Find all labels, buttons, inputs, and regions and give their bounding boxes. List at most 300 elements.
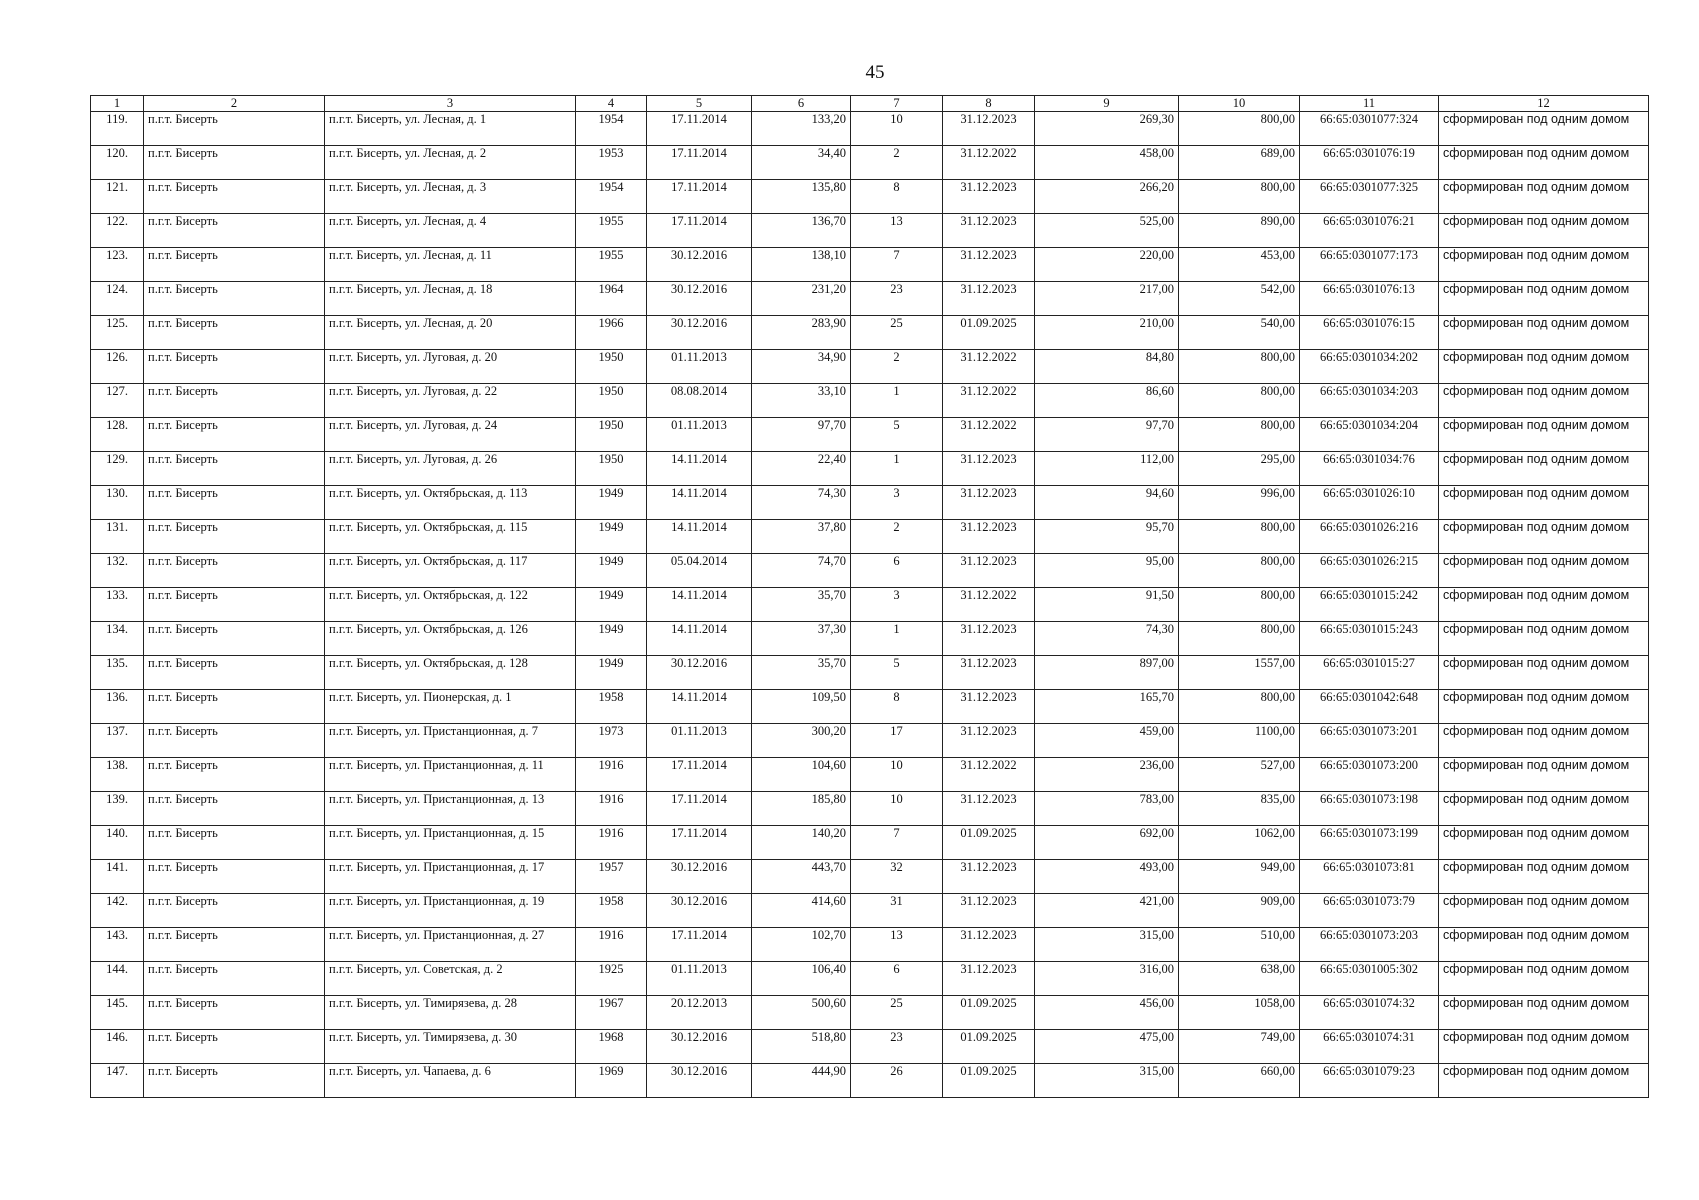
date-cell: 30.12.2016: [647, 656, 752, 690]
date-cell: 01.11.2013: [647, 724, 752, 758]
residents-cell: 8: [851, 690, 943, 724]
note-cell: сформирован под одним домом: [1439, 1064, 1649, 1098]
date-cell: 30.12.2016: [647, 248, 752, 282]
column-header: 4: [576, 96, 647, 112]
date-cell: 30.12.2016: [647, 1064, 752, 1098]
address-cell: п.г.т. Бисерть, ул. Октябрьская, д. 117: [325, 554, 576, 588]
row-number-cell: 123.: [91, 248, 144, 282]
row-number-cell: 136.: [91, 690, 144, 724]
deadline-cell: 31.12.2022: [943, 758, 1035, 792]
cost-a-cell: 236,00: [1035, 758, 1179, 792]
cadastral-number-cell: 66:65:0301073:81: [1300, 860, 1439, 894]
table-row: [91, 792, 1649, 826]
year-built-cell: 1949: [576, 656, 647, 690]
deadline-cell: 01.09.2025: [943, 826, 1035, 860]
area-cell: 138,10: [752, 248, 851, 282]
row-number-cell: 146.: [91, 1030, 144, 1064]
date-cell: 01.11.2013: [647, 418, 752, 452]
row-number-cell: 124.: [91, 282, 144, 316]
date-cell: 30.12.2016: [647, 1030, 752, 1064]
cost-b-cell: 542,00: [1179, 282, 1300, 316]
column-header: 8: [943, 96, 1035, 112]
cost-a-cell: 84,80: [1035, 350, 1179, 384]
cost-a-cell: 897,00: [1035, 656, 1179, 690]
residents-cell: 10: [851, 112, 943, 146]
residents-cell: 7: [851, 248, 943, 282]
cost-b-cell: 800,00: [1179, 690, 1300, 724]
note-cell: сформирован под одним домом: [1439, 214, 1649, 248]
row-number-cell: 139.: [91, 792, 144, 826]
address-cell: п.г.т. Бисерть, ул. Луговая, д. 20: [325, 350, 576, 384]
cost-a-cell: 421,00: [1035, 894, 1179, 928]
address-cell: п.г.т. Бисерть, ул. Тимирязева, д. 30: [325, 1030, 576, 1064]
deadline-cell: 31.12.2023: [943, 724, 1035, 758]
note-cell: сформирован под одним домом: [1439, 622, 1649, 656]
cadastral-number-cell: 66:65:0301015:243: [1300, 622, 1439, 656]
settlement-cell: п.г.т. Бисерть: [144, 588, 325, 622]
cost-b-cell: 800,00: [1179, 384, 1300, 418]
settlement-cell: п.г.т. Бисерть: [144, 860, 325, 894]
cost-b-cell: 800,00: [1179, 418, 1300, 452]
column-header: 5: [647, 96, 752, 112]
row-number-cell: 144.: [91, 962, 144, 996]
year-built-cell: 1966: [576, 316, 647, 350]
cadastral-number-cell: 66:65:0301026:10: [1300, 486, 1439, 520]
note-cell: сформирован под одним домом: [1439, 418, 1649, 452]
area-cell: 33,10: [752, 384, 851, 418]
year-built-cell: 1916: [576, 826, 647, 860]
settlement-cell: п.г.т. Бисерть: [144, 248, 325, 282]
row-number-cell: 135.: [91, 656, 144, 690]
table-row: [91, 656, 1649, 690]
year-built-cell: 1968: [576, 1030, 647, 1064]
table-row: [91, 758, 1649, 792]
cost-a-cell: 210,00: [1035, 316, 1179, 350]
residents-cell: 26: [851, 1064, 943, 1098]
note-cell: сформирован под одним домом: [1439, 928, 1649, 962]
cadastral-number-cell: 66:65:0301026:215: [1300, 554, 1439, 588]
year-built-cell: 1950: [576, 418, 647, 452]
column-header: 11: [1300, 96, 1439, 112]
cadastral-number-cell: 66:65:0301073:79: [1300, 894, 1439, 928]
date-cell: 14.11.2014: [647, 622, 752, 656]
note-cell: сформирован под одним домом: [1439, 554, 1649, 588]
deadline-cell: 31.12.2023: [943, 486, 1035, 520]
row-number-cell: 127.: [91, 384, 144, 418]
settlement-cell: п.г.т. Бисерть: [144, 486, 325, 520]
deadline-cell: 31.12.2023: [943, 282, 1035, 316]
address-cell: п.г.т. Бисерть, ул. Лесная, д. 1: [325, 112, 576, 146]
row-number-cell: 145.: [91, 996, 144, 1030]
settlement-cell: п.г.т. Бисерть: [144, 350, 325, 384]
settlement-cell: п.г.т. Бисерть: [144, 418, 325, 452]
settlement-cell: п.г.т. Бисерть: [144, 146, 325, 180]
settlement-cell: п.г.т. Бисерть: [144, 520, 325, 554]
note-cell: сформирован под одним домом: [1439, 146, 1649, 180]
date-cell: 01.11.2013: [647, 350, 752, 384]
table-row: [91, 928, 1649, 962]
row-number-cell: 133.: [91, 588, 144, 622]
year-built-cell: 1950: [576, 350, 647, 384]
settlement-cell: п.г.т. Бисерть: [144, 724, 325, 758]
cost-a-cell: 493,00: [1035, 860, 1179, 894]
cost-a-cell: 95,00: [1035, 554, 1179, 588]
cost-a-cell: 525,00: [1035, 214, 1179, 248]
address-cell: п.г.т. Бисерть, ул. Лесная, д. 2: [325, 146, 576, 180]
note-cell: сформирован под одним домом: [1439, 486, 1649, 520]
year-built-cell: 1949: [576, 554, 647, 588]
note-cell: сформирован под одним домом: [1439, 1030, 1649, 1064]
address-cell: п.г.т. Бисерть, ул. Пристанционная, д. 11: [325, 758, 576, 792]
column-header: 6: [752, 96, 851, 112]
area-cell: 35,70: [752, 588, 851, 622]
cost-a-cell: 97,70: [1035, 418, 1179, 452]
year-built-cell: 1950: [576, 384, 647, 418]
year-built-cell: 1969: [576, 1064, 647, 1098]
settlement-cell: п.г.т. Бисерть: [144, 792, 325, 826]
residents-cell: 3: [851, 588, 943, 622]
address-cell: п.г.т. Бисерть, ул. Октябрьская, д. 115: [325, 520, 576, 554]
area-cell: 102,70: [752, 928, 851, 962]
area-cell: 34,40: [752, 146, 851, 180]
table-row: [91, 962, 1649, 996]
cost-a-cell: 91,50: [1035, 588, 1179, 622]
cadastral-number-cell: 66:65:0301076:19: [1300, 146, 1439, 180]
table-body: [91, 112, 1649, 1098]
cost-b-cell: 660,00: [1179, 1064, 1300, 1098]
date-cell: 30.12.2016: [647, 282, 752, 316]
table-row: [91, 248, 1649, 282]
settlement-cell: п.г.т. Бисерть: [144, 928, 325, 962]
row-number-cell: 143.: [91, 928, 144, 962]
year-built-cell: 1958: [576, 894, 647, 928]
residents-cell: 23: [851, 1030, 943, 1064]
area-cell: 106,40: [752, 962, 851, 996]
area-cell: 136,70: [752, 214, 851, 248]
cost-a-cell: 220,00: [1035, 248, 1179, 282]
housing-registry-table: [90, 95, 1649, 1098]
residents-cell: 2: [851, 350, 943, 384]
note-cell: сформирован под одним домом: [1439, 656, 1649, 690]
cost-a-cell: 266,20: [1035, 180, 1179, 214]
cost-b-cell: 749,00: [1179, 1030, 1300, 1064]
settlement-cell: п.г.т. Бисерть: [144, 112, 325, 146]
table-row: [91, 282, 1649, 316]
cost-b-cell: 800,00: [1179, 622, 1300, 656]
residents-cell: 17: [851, 724, 943, 758]
cadastral-number-cell: 66:65:0301077:325: [1300, 180, 1439, 214]
row-number-cell: 128.: [91, 418, 144, 452]
area-cell: 500,60: [752, 996, 851, 1030]
cost-a-cell: 74,30: [1035, 622, 1179, 656]
page-number: 45: [865, 62, 885, 83]
table-row: [91, 180, 1649, 214]
residents-cell: 1: [851, 384, 943, 418]
deadline-cell: 31.12.2022: [943, 418, 1035, 452]
note-cell: сформирован под одним домом: [1439, 690, 1649, 724]
cost-b-cell: 1557,00: [1179, 656, 1300, 690]
area-cell: 133,20: [752, 112, 851, 146]
cost-a-cell: 316,00: [1035, 962, 1179, 996]
cost-b-cell: 638,00: [1179, 962, 1300, 996]
cost-a-cell: 269,30: [1035, 112, 1179, 146]
area-cell: 185,80: [752, 792, 851, 826]
address-cell: п.г.т. Бисерть, ул. Лесная, д. 18: [325, 282, 576, 316]
year-built-cell: 1916: [576, 928, 647, 962]
cadastral-number-cell: 66:65:0301074:32: [1300, 996, 1439, 1030]
row-number-cell: 138.: [91, 758, 144, 792]
residents-cell: 1: [851, 622, 943, 656]
cost-b-cell: 890,00: [1179, 214, 1300, 248]
table-row: [91, 554, 1649, 588]
cadastral-number-cell: 66:65:0301073:199: [1300, 826, 1439, 860]
table-row: [91, 622, 1649, 656]
deadline-cell: 01.09.2025: [943, 996, 1035, 1030]
cadastral-number-cell: 66:65:0301073:200: [1300, 758, 1439, 792]
cost-a-cell: 315,00: [1035, 928, 1179, 962]
deadline-cell: 31.12.2023: [943, 452, 1035, 486]
row-number-cell: 129.: [91, 452, 144, 486]
residents-cell: 13: [851, 928, 943, 962]
row-number-cell: 121.: [91, 180, 144, 214]
table-row: [91, 724, 1649, 758]
address-cell: п.г.т. Бисерть, ул. Пионерская, д. 1: [325, 690, 576, 724]
deadline-cell: 31.12.2023: [943, 520, 1035, 554]
area-cell: 109,50: [752, 690, 851, 724]
address-cell: п.г.т. Бисерть, ул. Пристанционная, д. 7: [325, 724, 576, 758]
address-cell: п.г.т. Бисерть, ул. Пристанционная, д. 19: [325, 894, 576, 928]
column-header: 2: [144, 96, 325, 112]
settlement-cell: п.г.т. Бисерть: [144, 554, 325, 588]
settlement-cell: п.г.т. Бисерть: [144, 1030, 325, 1064]
cost-a-cell: 94,60: [1035, 486, 1179, 520]
cost-b-cell: 1062,00: [1179, 826, 1300, 860]
table-row: [91, 214, 1649, 248]
area-cell: 37,30: [752, 622, 851, 656]
cadastral-number-cell: 66:65:0301034:202: [1300, 350, 1439, 384]
cost-b-cell: 800,00: [1179, 180, 1300, 214]
row-number-cell: 141.: [91, 860, 144, 894]
deadline-cell: 31.12.2023: [943, 792, 1035, 826]
settlement-cell: п.г.т. Бисерть: [144, 656, 325, 690]
address-cell: п.г.т. Бисерть, ул. Пристанционная, д. 13: [325, 792, 576, 826]
residents-cell: 3: [851, 486, 943, 520]
row-number-cell: 142.: [91, 894, 144, 928]
area-cell: 74,30: [752, 486, 851, 520]
note-cell: сформирован под одним домом: [1439, 826, 1649, 860]
deadline-cell: 31.12.2023: [943, 248, 1035, 282]
row-number-cell: 125.: [91, 316, 144, 350]
note-cell: сформирован под одним домом: [1439, 962, 1649, 996]
note-cell: сформирован под одним домом: [1439, 724, 1649, 758]
table-row: [91, 452, 1649, 486]
residents-cell: 6: [851, 962, 943, 996]
address-cell: п.г.т. Бисерть, ул. Лесная, д. 3: [325, 180, 576, 214]
year-built-cell: 1950: [576, 452, 647, 486]
row-number-cell: 147.: [91, 1064, 144, 1098]
year-built-cell: 1953: [576, 146, 647, 180]
deadline-cell: 31.12.2023: [943, 894, 1035, 928]
cadastral-number-cell: 66:65:0301026:216: [1300, 520, 1439, 554]
settlement-cell: п.г.т. Бисерть: [144, 690, 325, 724]
deadline-cell: 31.12.2023: [943, 690, 1035, 724]
address-cell: п.г.т. Бисерть, ул. Пристанционная, д. 17: [325, 860, 576, 894]
cost-a-cell: 112,00: [1035, 452, 1179, 486]
year-built-cell: 1949: [576, 520, 647, 554]
address-cell: п.г.т. Бисерть, ул. Пристанционная, д. 27: [325, 928, 576, 962]
year-built-cell: 1957: [576, 860, 647, 894]
date-cell: 14.11.2014: [647, 452, 752, 486]
cadastral-number-cell: 66:65:0301076:15: [1300, 316, 1439, 350]
row-number-cell: 137.: [91, 724, 144, 758]
cost-a-cell: 783,00: [1035, 792, 1179, 826]
cost-b-cell: 453,00: [1179, 248, 1300, 282]
date-cell: 05.04.2014: [647, 554, 752, 588]
area-cell: 74,70: [752, 554, 851, 588]
residents-cell: 5: [851, 656, 943, 690]
date-cell: 01.11.2013: [647, 962, 752, 996]
cost-b-cell: 800,00: [1179, 520, 1300, 554]
date-cell: 17.11.2014: [647, 214, 752, 248]
table-row: [91, 996, 1649, 1030]
cost-a-cell: 459,00: [1035, 724, 1179, 758]
residents-cell: 7: [851, 826, 943, 860]
area-cell: 231,20: [752, 282, 851, 316]
residents-cell: 23: [851, 282, 943, 316]
date-cell: 14.11.2014: [647, 486, 752, 520]
deadline-cell: 31.12.2023: [943, 180, 1035, 214]
settlement-cell: п.г.т. Бисерть: [144, 316, 325, 350]
table-row: [91, 418, 1649, 452]
note-cell: сформирован под одним домом: [1439, 792, 1649, 826]
date-cell: 30.12.2016: [647, 860, 752, 894]
cadastral-number-cell: 66:65:0301005:302: [1300, 962, 1439, 996]
deadline-cell: 31.12.2023: [943, 112, 1035, 146]
year-built-cell: 1954: [576, 180, 647, 214]
residents-cell: 2: [851, 520, 943, 554]
deadline-cell: 31.12.2023: [943, 554, 1035, 588]
cadastral-number-cell: 66:65:0301015:242: [1300, 588, 1439, 622]
cost-a-cell: 475,00: [1035, 1030, 1179, 1064]
cost-b-cell: 540,00: [1179, 316, 1300, 350]
table-row: [91, 316, 1649, 350]
deadline-cell: 01.09.2025: [943, 1030, 1035, 1064]
row-number-cell: 140.: [91, 826, 144, 860]
cadastral-number-cell: 66:65:0301076:13: [1300, 282, 1439, 316]
year-built-cell: 1949: [576, 588, 647, 622]
cost-b-cell: 835,00: [1179, 792, 1300, 826]
row-number-cell: 119.: [91, 112, 144, 146]
residents-cell: 25: [851, 996, 943, 1030]
settlement-cell: п.г.т. Бисерть: [144, 996, 325, 1030]
table-row: [91, 1030, 1649, 1064]
date-cell: 17.11.2014: [647, 826, 752, 860]
row-number-cell: 131.: [91, 520, 144, 554]
column-header: 3: [325, 96, 576, 112]
address-cell: п.г.т. Бисерть, ул. Лесная, д. 11: [325, 248, 576, 282]
note-cell: сформирован под одним домом: [1439, 452, 1649, 486]
column-header: 1: [91, 96, 144, 112]
settlement-cell: п.г.т. Бисерть: [144, 282, 325, 316]
settlement-cell: п.г.т. Бисерть: [144, 622, 325, 656]
date-cell: 17.11.2014: [647, 758, 752, 792]
residents-cell: 10: [851, 792, 943, 826]
deadline-cell: 01.09.2025: [943, 1064, 1035, 1098]
deadline-cell: 31.12.2023: [943, 622, 1035, 656]
deadline-cell: 31.12.2023: [943, 928, 1035, 962]
area-cell: 443,70: [752, 860, 851, 894]
date-cell: 14.11.2014: [647, 690, 752, 724]
cadastral-number-cell: 66:65:0301077:173: [1300, 248, 1439, 282]
deadline-cell: 31.12.2022: [943, 588, 1035, 622]
deadline-cell: 31.12.2023: [943, 860, 1035, 894]
residents-cell: 32: [851, 860, 943, 894]
date-cell: 30.12.2016: [647, 316, 752, 350]
table-row: [91, 486, 1649, 520]
settlement-cell: п.г.т. Бисерть: [144, 384, 325, 418]
table-row: [91, 860, 1649, 894]
year-built-cell: 1964: [576, 282, 647, 316]
date-cell: 14.11.2014: [647, 520, 752, 554]
column-number-row: [91, 96, 1649, 112]
area-cell: 97,70: [752, 418, 851, 452]
deadline-cell: 31.12.2023: [943, 656, 1035, 690]
year-built-cell: 1955: [576, 214, 647, 248]
settlement-cell: п.г.т. Бисерть: [144, 894, 325, 928]
cost-a-cell: 217,00: [1035, 282, 1179, 316]
address-cell: п.г.т. Бисерть, ул. Октябрьская, д. 128: [325, 656, 576, 690]
address-cell: п.г.т. Бисерть, ул. Луговая, д. 26: [325, 452, 576, 486]
residents-cell: 13: [851, 214, 943, 248]
cost-a-cell: 315,00: [1035, 1064, 1179, 1098]
deadline-cell: 31.12.2022: [943, 384, 1035, 418]
residents-cell: 6: [851, 554, 943, 588]
residents-cell: 31: [851, 894, 943, 928]
note-cell: сформирован под одним домом: [1439, 588, 1649, 622]
note-cell: сформирован под одним домом: [1439, 758, 1649, 792]
row-number-cell: 120.: [91, 146, 144, 180]
deadline-cell: 31.12.2023: [943, 962, 1035, 996]
cadastral-number-cell: 66:65:0301073:201: [1300, 724, 1439, 758]
note-cell: сформирован под одним домом: [1439, 894, 1649, 928]
table-row: [91, 384, 1649, 418]
note-cell: сформирован под одним домом: [1439, 860, 1649, 894]
deadline-cell: 31.12.2023: [943, 214, 1035, 248]
year-built-cell: 1954: [576, 112, 647, 146]
table-row: [91, 690, 1649, 724]
cost-b-cell: 800,00: [1179, 554, 1300, 588]
cadastral-number-cell: 66:65:0301034:76: [1300, 452, 1439, 486]
note-cell: сформирован под одним домом: [1439, 316, 1649, 350]
year-built-cell: 1949: [576, 486, 647, 520]
note-cell: сформирован под одним домом: [1439, 350, 1649, 384]
table-row: [91, 112, 1649, 146]
note-cell: сформирован под одним домом: [1439, 112, 1649, 146]
year-built-cell: 1925: [576, 962, 647, 996]
cadastral-number-cell: 66:65:0301077:324: [1300, 112, 1439, 146]
cost-b-cell: 295,00: [1179, 452, 1300, 486]
cadastral-number-cell: 66:65:0301073:203: [1300, 928, 1439, 962]
year-built-cell: 1973: [576, 724, 647, 758]
cost-a-cell: 458,00: [1035, 146, 1179, 180]
row-number-cell: 130.: [91, 486, 144, 520]
address-cell: п.г.т. Бисерть, ул. Лесная, д. 20: [325, 316, 576, 350]
year-built-cell: 1958: [576, 690, 647, 724]
cost-b-cell: 949,00: [1179, 860, 1300, 894]
note-cell: сформирован под одним домом: [1439, 520, 1649, 554]
note-cell: сформирован под одним домом: [1439, 282, 1649, 316]
deadline-cell: 31.12.2022: [943, 350, 1035, 384]
